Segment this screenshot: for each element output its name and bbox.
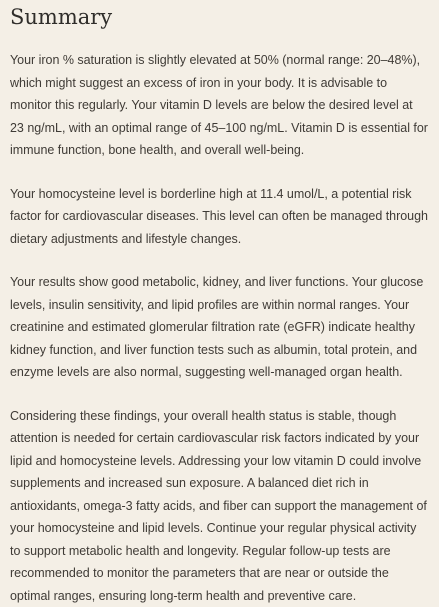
summary-paragraph-homocysteine: Your homocysteine level is borderline high at 11.4 umol/L, a potential risk factor for cardiovascular diseases. This level can often be managed through dietary adjustments and lifestyle changes. bbox=[10, 183, 429, 251]
summary-paragraph-organ-function: Your results show good metabolic, kidney, and liver functions. Your glucose levels, insulin sensitivity, and lipid profiles are within normal ranges. Your creatinine and estimated glomerular filtration rate (eGFR) indicate healthy kidney function, and liver function tests such as albumin, total protein, and enzyme levels are also normal, suggesting well-managed organ health. bbox=[10, 271, 429, 384]
summary-paragraph-overall-status: Considering these findings, your overall health status is stable, though attention is needed for certain cardiovascular risk factors indicated by your lipid and homocysteine levels. Addressing your low vitamin D could involve supplements and increased sun exposure. A balanced diet rich in antioxidants, omega-3 fatty acids, and fiber can support the management of your homocysteine and lipid levels. Continue your regular physical activity to support metabolic health and longevity. Regular follow-up tests are recommended to monitor the parameters that are near or outside the optimal ranges, ensuring long-term health and preventive care. bbox=[10, 405, 429, 607]
summary-paragraph-iron-vitamin-d: Your iron % saturation is slightly elevated at 50% (normal range: 20–48%), which might suggest an excess of iron in your body. It is advisable to monitor this regularly. Your vitamin D levels are below the desired level at 23 ng/mL, with an optimal range of 45–100 ng/mL. Vitamin D is essential for immune function, bone health, and overall well-being. bbox=[10, 49, 429, 162]
summary-title: Summary bbox=[10, 3, 429, 31]
